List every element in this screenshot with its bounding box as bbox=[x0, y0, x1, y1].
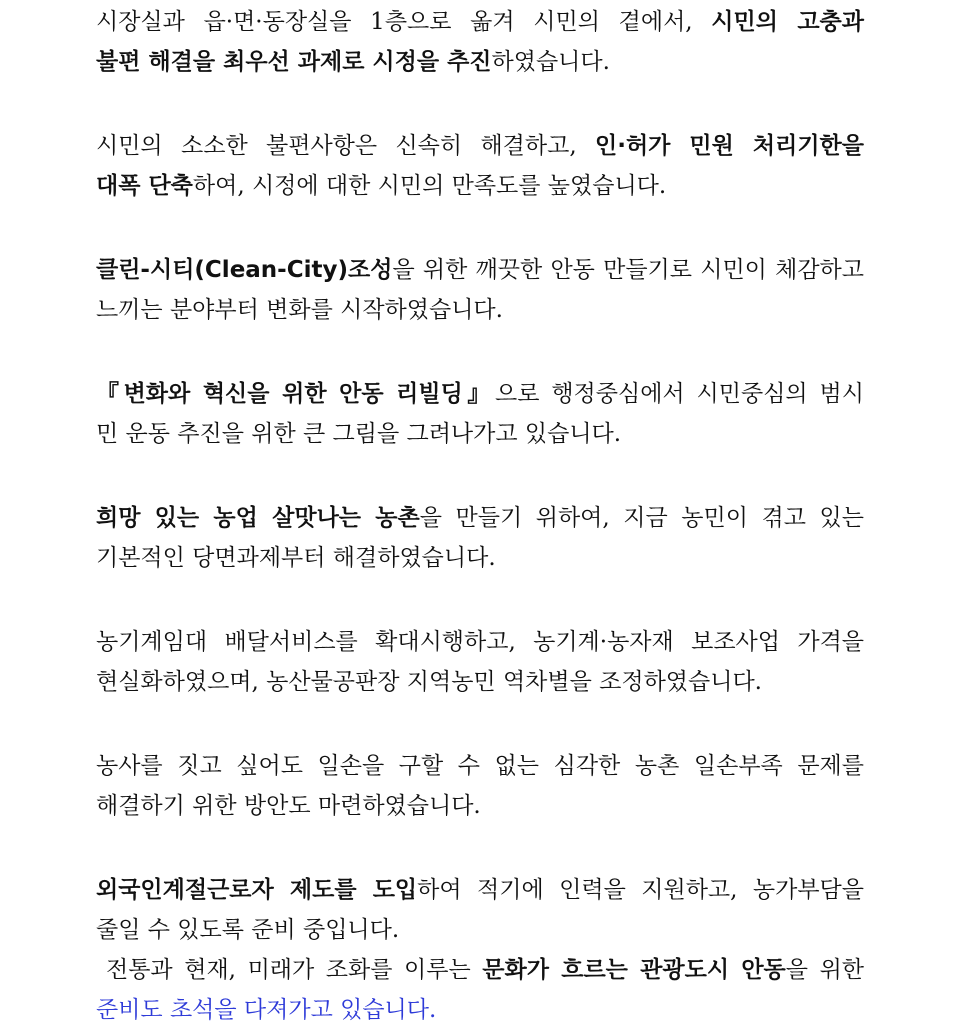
bold-text: 대폭 단축 bbox=[96, 173, 193, 199]
text: 하였습니다. bbox=[491, 49, 610, 75]
paragraph-7 bbox=[96, 746, 864, 826]
bold-text: 외국인계절근로자 제도를 도입 bbox=[96, 877, 418, 903]
paragraph-2-line-2 bbox=[96, 166, 864, 206]
highlighted-text: 준비도 초석을 다져가고 있습니다. bbox=[96, 997, 437, 1023]
bold-text: 『변화와 혁신을 위한 안동 리빌딩』 bbox=[96, 381, 495, 407]
text: 기본적인 당면과제부터 해결하였습니다. bbox=[96, 545, 496, 571]
text: 전통과 현재, 미래가 조화를 이루는 bbox=[106, 957, 483, 983]
paragraph-8-line-2 bbox=[96, 910, 864, 950]
bold-text: 클린-시티(Clean-City)조성 bbox=[96, 257, 393, 283]
paragraph-7-line-1 bbox=[96, 746, 864, 786]
bold-text: 시민의 고충과 bbox=[711, 9, 864, 35]
paragraph-1-line-1 bbox=[96, 2, 864, 42]
paragraph-8-line-1 bbox=[96, 870, 864, 910]
text: 시장실과 읍·면·동장실을 1층으로 옮겨 시민의 곁에서, bbox=[96, 9, 712, 35]
paragraph-5-line-2 bbox=[96, 538, 864, 578]
bold-text: 불편 해결을 최우선 과제로 시정을 추진 bbox=[96, 49, 492, 75]
text: 느끼는 분야부터 변화를 시작하였습니다. bbox=[96, 297, 503, 323]
text: 해결하기 위한 방안도 마련하였습니다. bbox=[96, 793, 481, 819]
paragraph-6-line-2 bbox=[96, 662, 864, 702]
bold-text: 희망 있는 농업 살맛나는 농촌 bbox=[96, 505, 420, 531]
text: 하여, 시정에 대한 시민의 만족도를 높였습니다. bbox=[192, 173, 667, 199]
text: 줄일 수 있도록 준비 중입니다. bbox=[96, 917, 400, 943]
paragraph-6-line-1 bbox=[96, 622, 864, 662]
text: 민 운동 추진을 위한 큰 그림을 그려나가고 있습니다. bbox=[96, 421, 622, 447]
text: 을 위한 깨끗한 안동 만들기로 시민이 체감하고 bbox=[392, 257, 864, 283]
paragraph-4 bbox=[96, 374, 864, 454]
paragraph-6 bbox=[96, 622, 864, 702]
bold-text: 문화가 흐르는 관광도시 안동 bbox=[482, 957, 786, 983]
text: 농사를 짓고 싶어도 일손을 구할 수 없는 심각한 농촌 일손부족 문제를 bbox=[96, 753, 864, 779]
paragraph-final bbox=[96, 950, 864, 1030]
paragraph-2-line-1 bbox=[96, 126, 864, 166]
paragraph-3-line-2 bbox=[96, 290, 864, 330]
paragraph-4-line-1 bbox=[96, 374, 864, 414]
text: 을 만들기 위하여, 지금 농민이 겪고 있는 bbox=[419, 505, 864, 531]
text: 으로 행정중심에서 시민중심의 범시 bbox=[495, 381, 864, 407]
paragraph-5 bbox=[96, 498, 864, 578]
document-body bbox=[96, 2, 864, 1030]
paragraph-3 bbox=[96, 250, 864, 330]
paragraph-2 bbox=[96, 126, 864, 206]
text: 하여 적기에 인력을 지원하고, 농가부담을 bbox=[417, 877, 864, 903]
paragraph-5-line-1 bbox=[96, 498, 864, 538]
paragraph-4-line-2 bbox=[96, 414, 864, 454]
paragraph-1 bbox=[96, 2, 864, 82]
bold-text: 인·허가 민원 처리기한을 bbox=[594, 133, 864, 159]
paragraph-final-line-1 bbox=[96, 950, 864, 990]
text: 농기계임대 배달서비스를 확대시행하고, 농기계·농자재 보조사업 가격을 bbox=[96, 629, 864, 655]
text: 현실화하였으며, 농산물공판장 지역농민 역차별을 조정하였습니다. bbox=[96, 669, 762, 695]
paragraph-1-line-2 bbox=[96, 42, 864, 82]
text: 시민의 소소한 불편사항은 신속히 해결하고, bbox=[96, 133, 595, 159]
paragraph-8 bbox=[96, 870, 864, 950]
text: 을 위한 bbox=[785, 957, 865, 983]
paragraph-final-line-2 bbox=[96, 990, 864, 1030]
paragraph-3-line-1 bbox=[96, 250, 864, 290]
paragraph-7-line-2 bbox=[96, 786, 864, 826]
